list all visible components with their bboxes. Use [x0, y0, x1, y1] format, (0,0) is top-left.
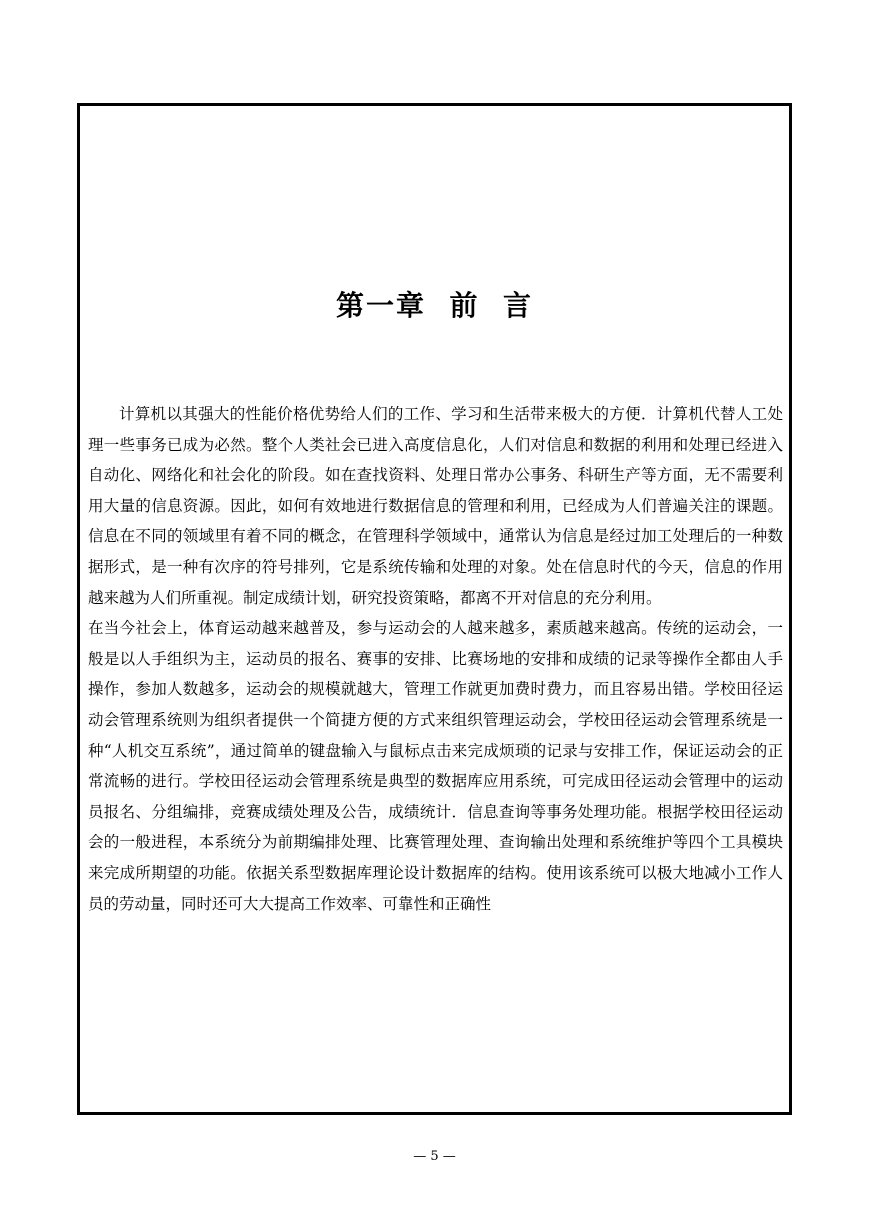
chapter-title: 第一章 前 言 — [336, 289, 533, 322]
page-border-frame — [77, 103, 792, 1115]
body-text — [88, 399, 783, 919]
page-number: — 5 — — [413, 1149, 456, 1164]
paragraph-1: 计算机以其强大的性能价格优势给人们的工作、学习和生活带来极大的方便．计算机代替人工处理一些事务已成为必然。整个人类社会已进入高度信息化，人们对信息和数据的利用和处理已经进入自动化、网络化和社会化的阶段。如在查找资料、处理日常办公事务、科研生产等方面，无不需要利用大量的信息资源。因此，如何有效地进行数据信息的管理和利用，已经成为人们普遍关注的课题。信息在不同的领域里有着不同的概念，在管理科学领域中，通常认为信息是经过加工处理后的一种数据形式，是一种有次序的符号排列，它是系统传输和处理的对象。处在信息时代的今天，信息的作用越来越为人们所重视。制定成绩计划，研究投资策略，都离不开对信息的充分利用。 — [88, 405, 783, 607]
paragraph-2: 在当今社会上，体育运动越来越普及，参与运动会的人越来越多，素质越来越高。传统的运动会，一般是以人手组织为主，运动员的报名、赛事的安排、比赛场地的安排和成绩的记录等操作全都由人手操作，参加人数越多，运动会的规模就越大，管理工作就更加费时费力，而且容易出错。学校田径运动会管理系统则为组织者提供一个简捷方便的方式来组织管理运动会，学校田径运动会管理系统是一种“人机交互系统”，通过简单的键盘输入与鼠标点击来完成烦琐的记录与安排工作，保证运动会的正常流畅的进行。学校田径运动会管理系统是典型的数据库应用系统，可完成田径运动会管理中的运动员报名、分组编排，竞赛成绩处理及公告，成绩统计．信息查询等事务处理功能。根据学校田径运动会的一般进程，本系统分为前期编排处理、比赛管理处理、查询输出处理和系统维护等四个工具模块来完成所期望的功能。依据关系型数据库理论设计数据库的结构。使用该系统可以极大地减小工作人员的劳动量，同时还可大大提高工作效率、可靠性和正确性 — [88, 619, 783, 913]
